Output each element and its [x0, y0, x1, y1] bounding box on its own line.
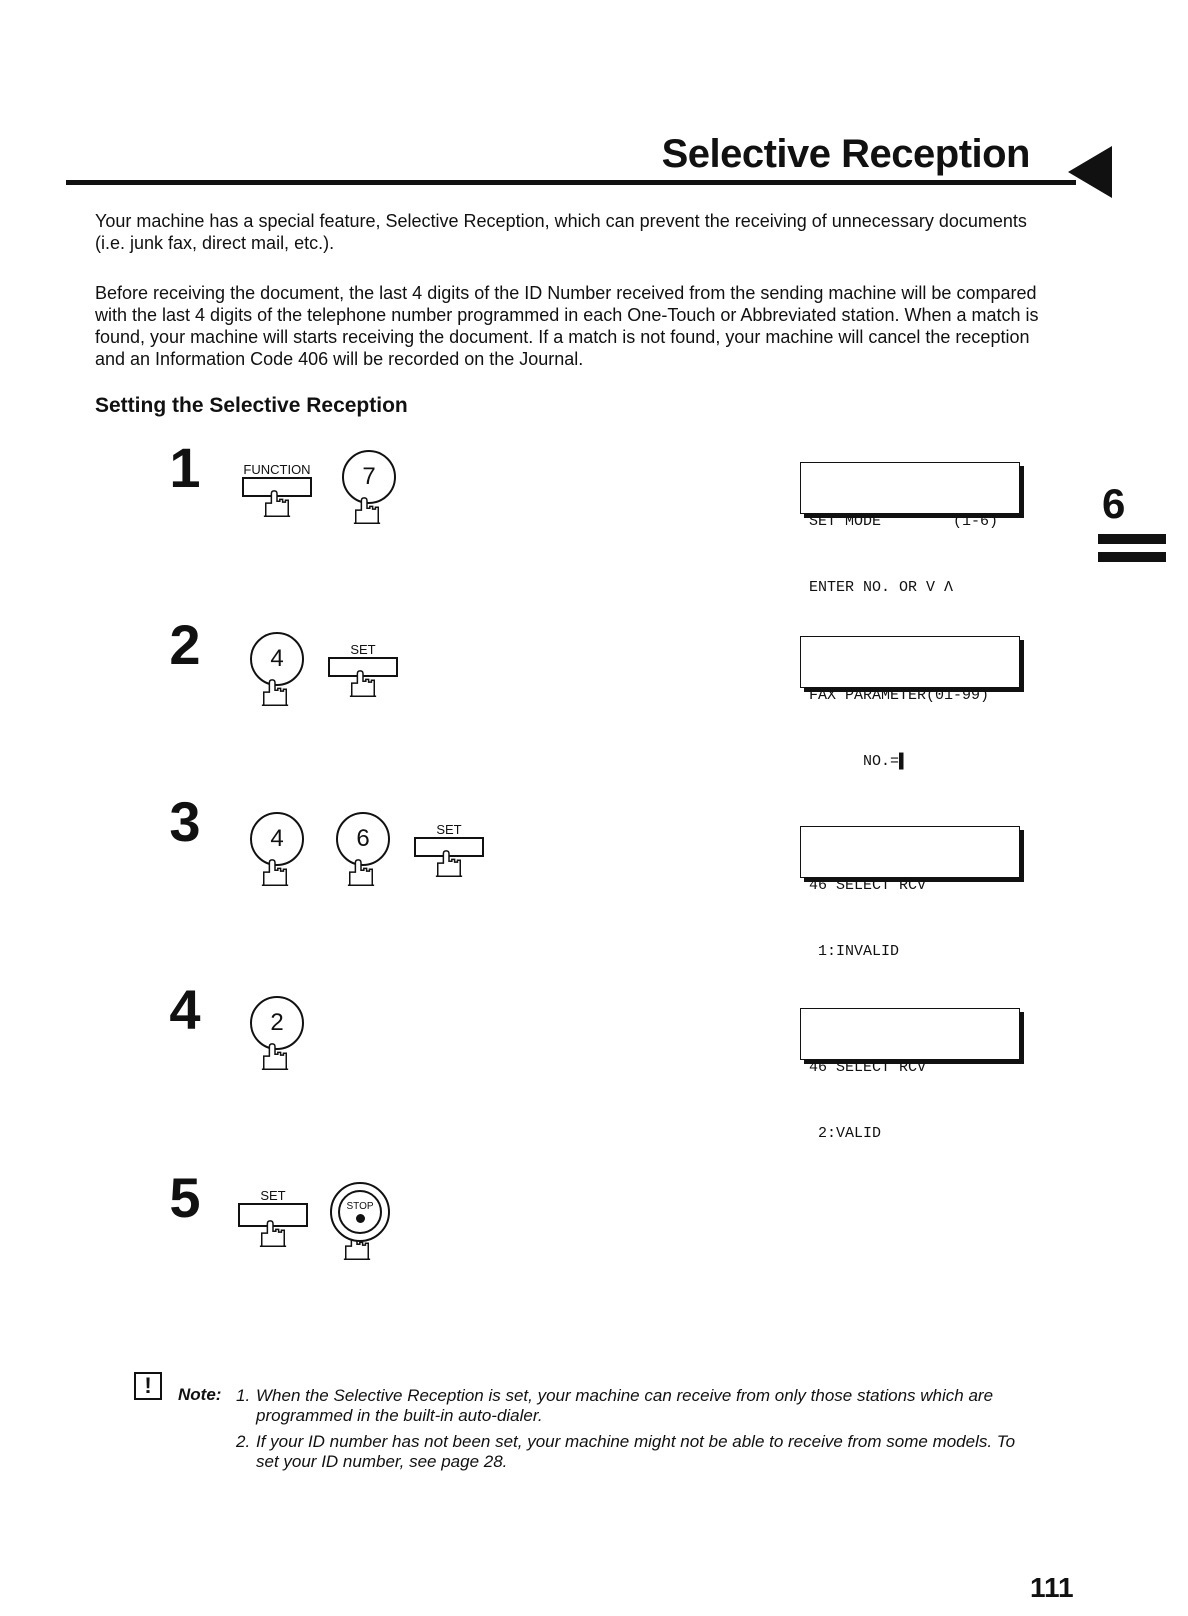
- note-item-text: If your ID number has not been set, your machine might not be able to receive from some models. To set your ID number, see page 28.: [256, 1432, 1016, 1471]
- stop-key-ring: [330, 1182, 390, 1242]
- digit-key-label: 4: [250, 632, 304, 686]
- lcd-line: NO.=▌: [809, 753, 909, 770]
- stop-key-label: STOP: [346, 1201, 374, 1212]
- finger-press-icon: [352, 496, 382, 526]
- note-item-text: When the Selective Reception is set, your machine can receive from only those stations which are programmed in the built-in auto-dialer.: [256, 1386, 994, 1425]
- section-subheading: Setting the Selective Reception: [95, 394, 408, 417]
- set-key[interactable]: [238, 1188, 308, 1254]
- intro-paragraph: Your machine has a special feature, Selective Reception, which can prevent the receiving of unnecessary documents (i.e. junk fax, direct mail, etc.).: [95, 211, 1027, 253]
- note-item-number: 1.: [236, 1386, 251, 1405]
- lcd-line: 46 SELECT RCV: [809, 877, 927, 894]
- digit-key-label: 7: [342, 450, 396, 504]
- digit-key[interactable]: [250, 812, 304, 893]
- function-key-label: FUNCTION: [243, 462, 311, 477]
- lcd-display: [800, 826, 1020, 960]
- finger-press-icon: [260, 858, 290, 888]
- finger-press-icon: [258, 1219, 288, 1249]
- digit-key-label: 2: [250, 996, 304, 1050]
- step-number: 3: [169, 790, 201, 853]
- digit-key[interactable]: [250, 632, 304, 713]
- finger-press-icon: [434, 849, 464, 879]
- step-number: 2: [169, 613, 201, 676]
- step-number: 1: [169, 436, 201, 499]
- chapter-bar: [1098, 534, 1166, 544]
- lcd-line: 2:VALID: [809, 1125, 882, 1142]
- page-title: Selective Reception: [661, 132, 1030, 176]
- stop-key[interactable]: [330, 1182, 390, 1267]
- page-number: 111: [1030, 1572, 1074, 1603]
- digit-key[interactable]: [342, 450, 396, 531]
- set-key[interactable]: [414, 822, 484, 884]
- lcd-line: FAX PARAMETER(01-99): [809, 687, 990, 704]
- lcd-display: [800, 462, 1020, 596]
- step-number: 5: [169, 1166, 201, 1229]
- lcd-line: SET MODE (1-6): [809, 513, 999, 530]
- step-number: 4: [169, 978, 201, 1041]
- chapter-number: 6: [1102, 480, 1126, 527]
- digit-key-label: 6: [336, 812, 390, 866]
- digit-key[interactable]: [336, 812, 390, 893]
- set-key-label: SET: [436, 822, 462, 837]
- lcd-display: [800, 1008, 1020, 1142]
- finger-press-icon: [346, 858, 376, 888]
- lcd-line: 1:INVALID: [809, 943, 900, 960]
- note-alert-icon: !: [134, 1372, 162, 1400]
- set-key-label: SET: [260, 1188, 286, 1203]
- digit-key-label: 4: [250, 812, 304, 866]
- finger-press-icon: [260, 1042, 290, 1072]
- note-item-number: 2.: [236, 1432, 251, 1451]
- function-key[interactable]: [242, 462, 312, 524]
- detail-paragraph: Before receiving the document, the last 4 digits of the ID Number received from the sending machine will be compared with the last 4 digits of the telephone number programmed in each One-Touch or Abbreviated station. When a match is found, your machine will starts receiving the document. If a match is not found, your machine will cancel the reception and an Information Code 406 will be recorded on the Journal.: [95, 283, 1039, 369]
- note-label: Note:: [178, 1385, 222, 1404]
- stop-dot-icon: [356, 1214, 365, 1223]
- finger-press-icon: [260, 678, 290, 708]
- digit-key[interactable]: [250, 996, 304, 1077]
- lcd-line: ENTER NO. OR V Λ: [809, 579, 954, 596]
- chapter-bar: [1098, 552, 1166, 562]
- title-rule: [66, 180, 1076, 185]
- title-arrow-icon: [1068, 146, 1112, 198]
- finger-press-icon: [348, 669, 378, 699]
- set-key[interactable]: [328, 642, 398, 704]
- set-key-label: SET: [350, 642, 376, 657]
- finger-press-icon: [262, 489, 292, 519]
- lcd-display: [800, 636, 1020, 770]
- lcd-line: 46 SELECT RCV: [809, 1059, 927, 1076]
